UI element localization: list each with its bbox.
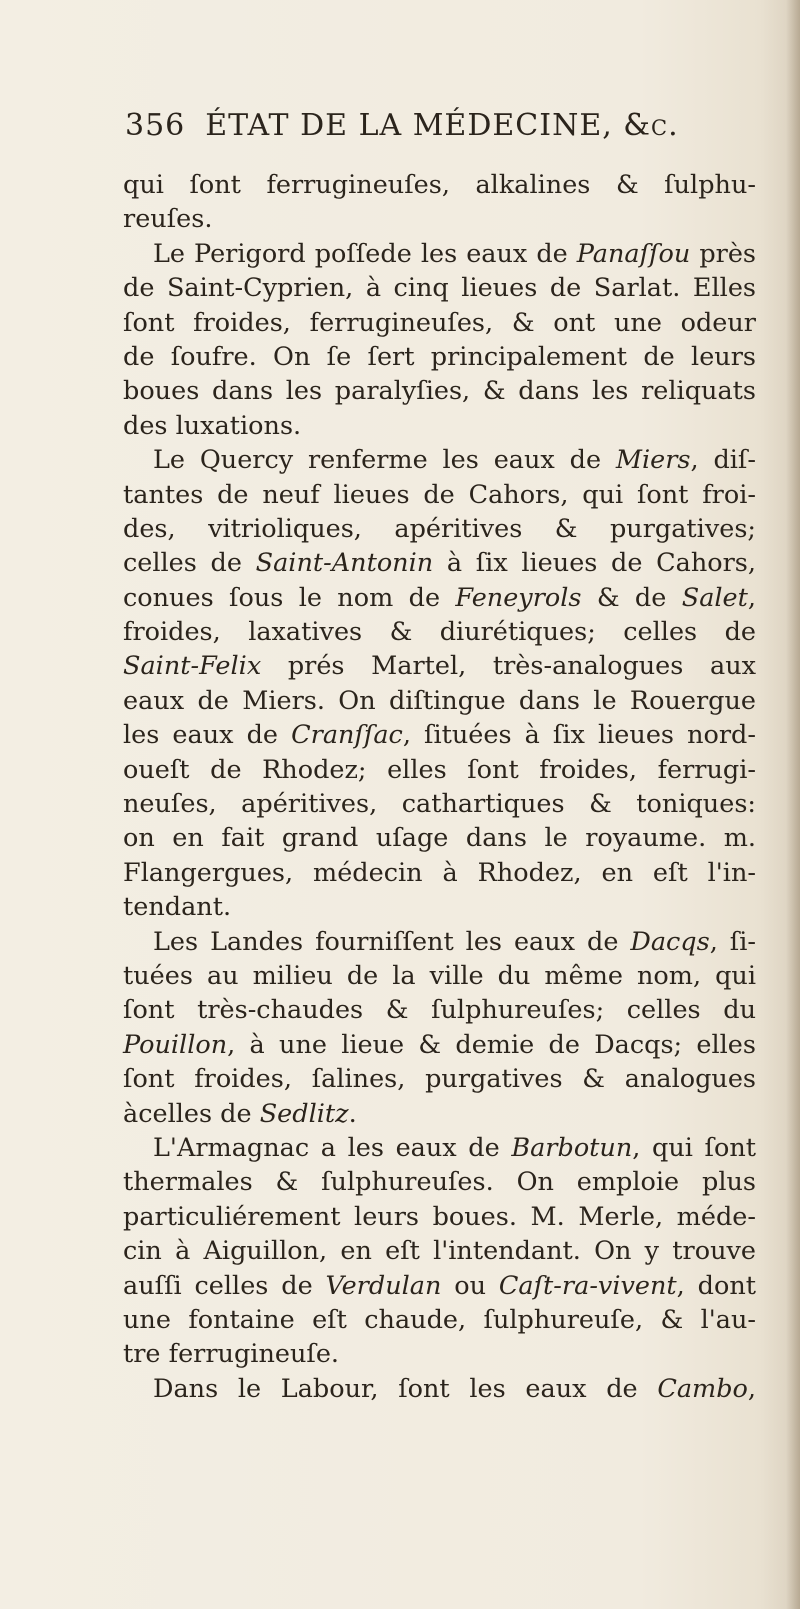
text-segment: froides, laxatives & diurétiques; celles de (123, 617, 756, 648)
text-line (123, 649, 756, 683)
text-segment: particuliérement leurs boues. M. Merle, méde- (123, 1201, 756, 1232)
text-segment: L'Armagnac a les eaux de (153, 1132, 512, 1163)
text-segment: Dans le Labour, ſont les eaux de (153, 1373, 658, 1404)
text-line (123, 1165, 756, 1199)
text-line (123, 1200, 756, 1234)
running-head (125, 108, 725, 143)
text-line (123, 1372, 756, 1406)
text-segment: Le Quercy renferme les eaux de (153, 445, 616, 476)
text-line (123, 340, 756, 374)
italic-place-name: Caſt-ra-vivent (498, 1270, 677, 1301)
text-segment: Flangergues, médecin à Rhodez, en eſt l'in- (123, 857, 756, 888)
text-segment: & de (581, 582, 682, 613)
italic-place-name: Saint-Antonin (255, 548, 434, 579)
running-title: ÉTAT DE LA MÉDECINE, &c. (205, 108, 679, 143)
text-segment: oueſt de Rhodez; elles ſont froides, ferrugi- (123, 754, 756, 785)
text-segment: prés Martel, très-analogues aux (261, 651, 756, 682)
text-segment: , qui ſont (632, 1132, 756, 1163)
text-segment: neuſes, apéritives, cathartiques & toniques: (123, 789, 756, 820)
italic-place-name: Sedlitz (259, 1098, 349, 1129)
italic-place-name: Verdulan (325, 1270, 442, 1301)
text-line (123, 821, 756, 855)
text-line (123, 512, 756, 546)
italic-place-name: Pouillon (123, 1029, 228, 1060)
text-line (123, 856, 756, 890)
text-line (123, 753, 756, 787)
text-segment: , (747, 1373, 756, 1404)
text-segment: , diſ- (690, 445, 756, 476)
text-line (123, 1303, 756, 1337)
text-line (123, 1097, 756, 1131)
italic-place-name: Saint-Felix (123, 651, 262, 682)
text-segment: près (690, 238, 757, 269)
italic-place-name: Salet (681, 582, 748, 613)
text-line (123, 478, 756, 512)
italic-place-name: Panaſſou (576, 238, 691, 269)
italic-place-name: Cranſſac (291, 720, 403, 751)
italic-place-name: Feneyrols (455, 582, 582, 613)
text-segment: thermales & ſulphureuſes. On emploie plus (123, 1167, 756, 1198)
text-line (123, 718, 756, 752)
text-segment: eaux de Miers. On diſtingue dans le Rouergue (123, 685, 756, 716)
text-segment: les eaux de (123, 720, 292, 751)
text-segment: cin à Aiguillon, en eſt l'intendant. On y trouve (123, 1236, 756, 1267)
italic-place-name: Miers (615, 445, 691, 476)
text-segment: , à une lieue & demie de Dacqs; elles (227, 1029, 756, 1060)
text-line (123, 1062, 756, 1096)
text-segment: , (747, 582, 756, 613)
text-line (123, 1234, 756, 1268)
text-segment: . (348, 1098, 357, 1129)
text-segment: reuſes. (123, 204, 213, 235)
text-line (123, 306, 756, 340)
italic-place-name: Cambo (657, 1373, 748, 1404)
text-segment: qui ſont ferrugineuſes, alkalines & ſulphu- (123, 170, 756, 200)
text-segment: une fontaine eſt chaude, ſulphureuſe, & l'au- (123, 1304, 756, 1335)
text-line (123, 925, 756, 959)
text-segment: conues ſous le nom de (123, 582, 456, 613)
text-segment: on en fait grand uſage dans le royaume. m. (123, 823, 756, 854)
text-segment: Le Perigord poſſede les eaux de (153, 238, 577, 269)
text-line (123, 1028, 756, 1062)
text-line (123, 1131, 756, 1165)
text-segment: tre ferrugineuſe. (123, 1339, 340, 1370)
italic-place-name: Dacqs (630, 926, 710, 957)
text-line (123, 237, 756, 271)
text-segment: des luxations. (123, 410, 302, 441)
text-line (123, 615, 756, 649)
text-segment: tantes de neuf lieues de Cahors, qui ſont froi- (123, 479, 756, 510)
text-segment: Les Landes fourniſſent les eaux de (153, 926, 631, 957)
text-segment: boues dans les paralyſies, & dans les reliquats (123, 376, 756, 407)
text-line (123, 581, 756, 615)
text-line (123, 443, 756, 477)
text-line (123, 890, 756, 924)
text-segment: , ſituées à ſix lieues nord- (402, 720, 756, 751)
text-segment: ſont très-chaudes & ſulphureuſes; celles du (123, 995, 756, 1026)
text-segment: de Saint-Cyprien, à cinq lieues de Sarlat. Elles (123, 273, 756, 304)
text-line (123, 684, 756, 718)
text-segment: ſont froides, ferrugineuſes, & ont une odeur (123, 307, 756, 338)
text-segment: àcelles de (123, 1098, 260, 1129)
text-line (123, 271, 756, 305)
text-line (123, 168, 756, 202)
page-edge-shadow (786, 0, 800, 1609)
text-line (123, 993, 756, 1027)
text-line (123, 1269, 756, 1303)
text-line (123, 959, 756, 993)
text-line (123, 546, 756, 580)
text-line (123, 374, 756, 408)
text-segment: tuées au milieu de la ville du même nom, qui (123, 960, 756, 991)
italic-place-name: Barbotun (511, 1132, 633, 1163)
text-segment: des, vitrioliques, apéritives & purgatives; (123, 513, 756, 544)
text-line (123, 202, 756, 236)
text-segment: celles de (123, 548, 256, 579)
text-line (123, 787, 756, 821)
text-segment: à ſix lieues de Cahors, (433, 548, 756, 579)
text-segment: auſſi celles de (123, 1270, 326, 1301)
text-segment: tendant. (123, 892, 232, 923)
text-segment: de ſoufre. On ſe ſert principalement de leurs (123, 341, 756, 372)
text-segment: , ſi- (709, 926, 756, 957)
text-segment: , dont (676, 1270, 756, 1301)
text-line (123, 1337, 756, 1371)
text-segment: ou (441, 1270, 499, 1301)
text-segment: ſont froides, ſalines, purgatives & analogues (123, 1064, 756, 1095)
text-line (123, 409, 756, 443)
body-text (123, 168, 756, 1406)
page-number: 356 (125, 108, 186, 143)
